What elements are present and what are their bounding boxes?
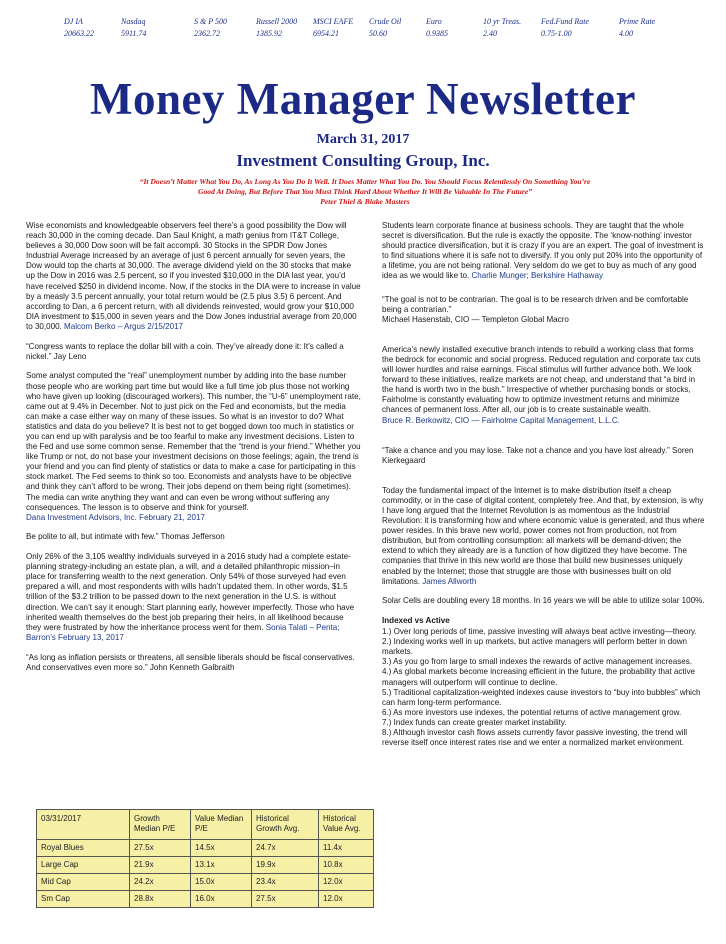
market-ticker (0, 16, 726, 56)
ticker-item (541, 16, 589, 40)
article-diversification (382, 221, 705, 282)
table-cell: Large Cap (37, 857, 130, 874)
table-cell: 12.0x (319, 891, 374, 908)
ticker-item (426, 16, 448, 40)
ticker-item (313, 16, 353, 40)
list-item: 2.) Indexing works well in up markets, but active managers will perform better in down markets. (382, 637, 688, 657)
left-column (26, 221, 361, 682)
table-header: Growth Median P/E (130, 810, 191, 840)
ticker-value: 1385.92 (256, 29, 282, 38)
ticker-name: DJ IA (64, 17, 83, 26)
article-source: Malcom Berko – Argus 2/15/2017 (64, 321, 184, 331)
table-cell: 28.8x (130, 891, 191, 908)
ticker-value: 2362.72 (194, 29, 220, 38)
table-row (37, 857, 374, 874)
pe-ratio-table (36, 809, 374, 908)
table-cell: 27.5x (130, 840, 191, 857)
ticker-value: 20663.22 (64, 29, 94, 38)
quote-galbraith: “As long as inflation persists or threatens, all sensible liberals should be fiscal conservatives. And conservatives even more so.” John Kenneth Galbraith (26, 652, 355, 672)
article-text: Students learn corporate finance at business schools. They are taught that the whole secret is diversification. But the rule is exactly the opposite. The ‘know-nothing’ investor should practice diversification, but it is crazy if you are an expert. The goal of investment is to find situations where it is safe not to diversify. If you only put 20% into the opportunity of a lifetime, you are not being rational. Very seldom do we get to buy as much of any good idea as we would like to. (382, 221, 704, 281)
quote-jay-leno: “Congress wants to replace the dollar bill with a coin. They’ve already done it: It’s called a nickel.” Jay Leno (26, 341, 344, 361)
list-item: 1.) Over long periods of time, passive investing will always beat active investing—theory. (382, 627, 697, 637)
company-name: Investment Consulting Group, Inc. (236, 151, 490, 170)
ticker-value: 50.60 (369, 29, 387, 38)
ticker-name: 10 yr Treas. (483, 17, 522, 26)
quote-kierkegaard: “Take a chance and you may lose. Take not a chance and you have lost already.” Soren Kierkegaard (382, 445, 694, 465)
table-row (37, 891, 374, 908)
table-cell: Sm Cap (37, 891, 130, 908)
ticker-name: Fed.Fund Rate (541, 17, 589, 26)
table-cell: 19.9x (252, 857, 319, 874)
article-source: Dana Investment Advisors, Inc. February 21, 2017 (26, 512, 205, 522)
table-header-row (37, 810, 374, 840)
article-text: Today the fundamental impact of the Internet is to make distribution itself a cheap commodity, or in the case of digital content, completely free. And that, by extension, is why I have long argued that the Internet Revolution is as momentous as the Industrial Revolution: it is transforming how and where economic value is generated, and thus where power resides. In this brave new world, power comes not from production, not from distribution, but from controlling consumption: all markets will be demand-driven; the extend to which they already are is a function of how digitized they have become. The companies that thrive in this new world are those that build new businesses uniquely enabled by the Internet; those that struggle are those with businesses built on old limitations. (382, 485, 705, 586)
ticker-item (619, 16, 655, 40)
table-cell: 12.0x (319, 874, 374, 891)
ticker-name: Prime Rate (619, 17, 656, 26)
ticker-name: Russell 2000 (256, 17, 298, 26)
ticker-name: Euro (426, 17, 442, 26)
quote-author: Michael Hasenstab, CIO — Templeton Global Macro (382, 314, 569, 324)
table-cell: 21.9x (130, 857, 191, 874)
ticker-value: 5911.74 (121, 29, 147, 38)
ticker-value: 0.75-1.00 (541, 29, 572, 38)
table-row (37, 874, 374, 891)
article-fairholme (382, 345, 705, 426)
right-column (382, 221, 705, 748)
article-source: Bruce R. Berkowitz, CIO — Fairholme Capital Management, L.L.C. (382, 415, 620, 425)
table-cell: 24.7x (252, 840, 319, 857)
article-unemployment (26, 371, 361, 522)
table-cell: 10.8x (319, 857, 374, 874)
table-cell: 16.0x (191, 891, 252, 908)
ticker-item (121, 16, 146, 40)
ticker-value: 0.9385 (426, 29, 448, 38)
ticker-item (256, 16, 297, 40)
quote-text: “The goal is not to be contrarian. The goal is to be research driven and be comfortable being a contrarian.” (382, 294, 689, 314)
article-text: Some analyst computed the “real” unemployment number by adding into the base number those people who are working part time but would like a full time job plus those not working who have given up looking (discouraged workers). This number, the “U-6” unemployment rate, came out at 9.4% in December. Not to just pick on the Fed and economists, but the media can make a case either way on many of these issues. So what is an investor to do? What statistics and data do you believe? It is best not to get bogged down too much in statistics or you can end up with paralysis and be too fearful to make any investment decisions. Listen to the Fed and use some common sense. Remember that the “trend is your friend.” Whether you like Trump or not, do not base your investment decisions on those feelings; again, the trend is your friend and you can find plenty of statistics or data to make a case for participating in this stock market. The Fed seems to think so too. Economists and analysts have to be objective and think they can’t afford to be wrong. Their jobs depend on them being right (sometimes). The media can write anything they want and can even be wrong without suffering any consequences. The lesson is to observe and think for yourself. (26, 371, 361, 512)
ticker-name: Crude Oil (369, 17, 402, 26)
issue-date: March 31, 2017 (316, 132, 410, 147)
article-estate-planning (26, 552, 361, 643)
quote-line: Good At Doing, But Before That You Must Think Hard About Whether It Will Be Valuable In The Future” (198, 187, 532, 196)
article-source: Sonia Talati – Penta; Barron’s February 13, 2017 (26, 622, 340, 642)
table-cell: 15.0x (191, 874, 252, 891)
table-cell: Royal Blues (37, 840, 130, 857)
article-internet (382, 486, 705, 587)
table-header: Historical Value Avg. (319, 810, 374, 840)
list-item: 4.) As global markets become increasing efficient in the future, the probability that active managers will outperform will continue to decline. (382, 667, 695, 687)
table-cell: Mid Cap (37, 874, 130, 891)
ticker-item (64, 16, 94, 40)
list-item: 7.) Index funds can create greater market instability. (382, 717, 567, 727)
ticker-item (483, 16, 521, 40)
quote-jefferson: Be polite to all, but intimate with few.” Thomas Jefferson (26, 532, 225, 542)
table-cell: 11.4x (319, 840, 374, 857)
table-cell: 13.1x (191, 857, 252, 874)
ticker-name: S & P 500 (194, 17, 227, 26)
table-header: Value Median P/E (191, 810, 252, 840)
ticker-name: Nasdaq (121, 17, 146, 26)
article-source: Charlie Munger; Berkshire Hathaway (471, 271, 603, 281)
table-cell: 14.5x (191, 840, 252, 857)
newsletter-title: Money Manager Newsletter (90, 74, 636, 124)
ticker-value: 6954.21 (313, 29, 339, 38)
quote-author: Peter Thiel & Blake Masters (320, 197, 410, 206)
masthead-quote (40, 177, 690, 207)
article-text: Only 26% of the 3,105 wealthy individuals surveyed in a 2016 study had a complete estate-planning strategy-including an estate plan, a will, and a detailed philanthropic mission–in place for transferring wealth to the next generation. Only 54% of those surveyed had even prepared a will, and most respondents with wills hadn’t updated them. In other words, $1.5 trillion of the $3.2 trillion to be passed down to the next generation in the U.S. is without direction. We can’t say it enough: Start planning early, however imperfectly. Those who have inherited wealth themselves do the best job preparing their heirs, in all likelihood because they were frustrated by how the inheritance process went for them. (26, 552, 355, 632)
article-source: James Allworth (422, 576, 477, 586)
ticker-item (369, 16, 401, 40)
article-text: America’s newly installed executive branch intends to rebuild a working class that forms the bedrock for economic and social progress. Reduced regulation and corporate tax cuts will lower hurdles and raise earnings. Fiscal stimulus will further advance both. We look forward to these initiatives, realize markets are not cheap, and understand that “a bird in the hand is worth two in the bush.” Irrespective of whether purchasing bonds or stocks, Fairholme is constantly evaluating how to optimize investment returns and minimize chances of permanent loss. After all, our job is to create sustainable wealth. (382, 344, 701, 415)
article-text: Wise economists and knowledgeable observers feel there’s a good possibility the Dow will reach 30,000 in the coming decade. Dan Saul Knight, a math genius from IT&T College, believes a 30,000 Dow soon will be fait accompli. 30 Stocks in the SPDR Dow Jones Industrial Average increased by an average of just 6 percent annually for seven years, the Dow would top the charts at 30,000. The average dividend yield on the 30 stocks that make up the Dow in 2016 was 2.5 percent, so if you invested $10,000 in the DIA last year, you’d have received $250 in dividend income. Now, if the stocks in the DIA were to increase in value by a measly 3.5 percent annually, your total return would be (2.5 plus 3.5) 6 percent. And according to Dan, a 6 percent return, with all dividends reinvested, would grow your $10,000 DIA investment to $15,000 in seven years and the Dow Jones industrial average from 20,000 to 30,000. (26, 221, 361, 331)
list-item: 5.) Traditional capitalization-weighted indexes cause investors to “buy into bubbles” which can harm long-term performance. (382, 687, 701, 707)
list-item: 6.) As more investors use indexes, the potential returns of active management grow. (382, 707, 682, 717)
table-cell: 27.5x (252, 891, 319, 908)
table-row (37, 840, 374, 857)
article-dow-30000 (26, 221, 361, 332)
quote-line: “It Doesn’t Matter What You Do, As Long As You Do It Well. It Does Matter What You Do. You Should Focus Relentlessly On Something You’re (139, 177, 591, 186)
section-heading: Indexed vs Active (382, 616, 450, 625)
ticker-value: 4.00 (619, 29, 633, 38)
indexed-vs-active-list (382, 627, 705, 748)
ticker-item (194, 16, 227, 40)
list-item: 8.) Although investor cash flows assets currently favor passive investing, the trend will reverse itself once interest rates rise and we enter a normalized market environment. (382, 728, 688, 748)
ticker-value: 2.40 (483, 29, 497, 38)
table-cell: 24.2x (130, 874, 191, 891)
table-header: Historical Growth Avg. (252, 810, 319, 840)
table-header: 03/31/2017 (37, 810, 130, 840)
list-item: 3.) As you go from large to small indexes the rewards of active management increases. (382, 657, 692, 667)
quote-hasenstab (382, 295, 705, 325)
ticker-name: MSCI EAFE (313, 17, 354, 26)
table-cell: 23.4x (252, 874, 319, 891)
note-solar: Solar Cells are doubling every 18 months. In 16 years we will be able to utilize solar 100%. (382, 596, 705, 606)
